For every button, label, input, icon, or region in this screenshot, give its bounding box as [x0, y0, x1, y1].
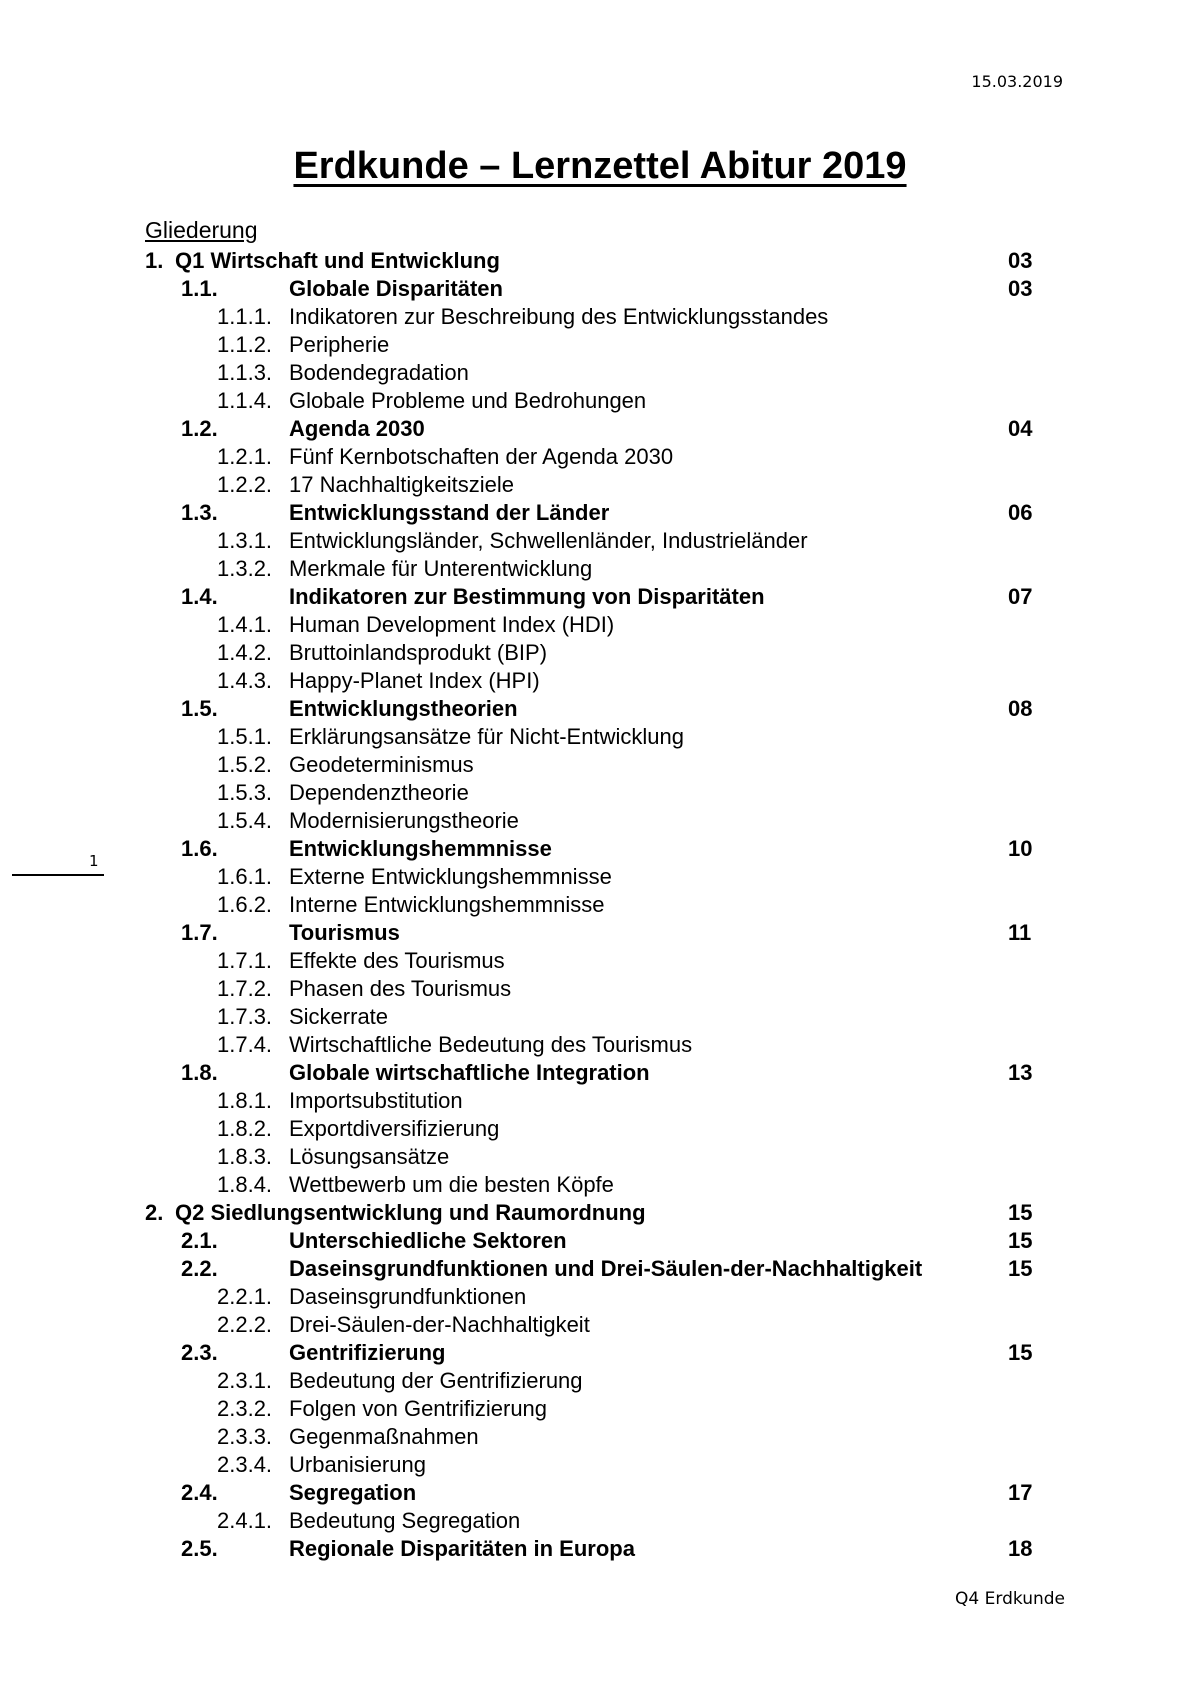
toc-entry-number: 1.6.1. — [217, 864, 273, 889]
outline-heading: Gliederung — [145, 217, 258, 243]
toc-entry — [0, 695, 1200, 723]
toc-entry — [0, 723, 1200, 751]
toc-entry-number: 1.3.1. — [217, 528, 273, 553]
toc-entry — [0, 751, 1200, 779]
toc-entry-title: Unterschiedliche Sektoren — [289, 1228, 567, 1253]
toc-entry-number: 2.3.2. — [217, 1396, 273, 1421]
toc-entry-title: Wirtschaftliche Bedeutung des Tourismus — [289, 1032, 693, 1057]
toc-entry — [0, 471, 1200, 499]
toc-entry — [0, 1171, 1200, 1199]
toc-entry-title: Indikatoren zur Bestimmung von Disparitäten — [289, 584, 765, 609]
toc-entry-number: 1.1.4. — [217, 388, 273, 413]
toc-entry-page: 18 — [1008, 1536, 1033, 1561]
toc-entry-number: 2.1. — [181, 1228, 218, 1253]
toc-entry-title: Exportdiversifizierung — [289, 1116, 500, 1141]
toc-entry — [0, 1087, 1200, 1115]
toc-entry-page: 15 — [1008, 1256, 1033, 1281]
toc-entry-number: 2.4.1. — [217, 1508, 273, 1533]
toc-entry-title: Urbanisierung — [289, 1452, 426, 1477]
toc-entry — [0, 359, 1200, 387]
toc-entry-number: 2.4. — [181, 1480, 218, 1505]
toc-entry — [0, 835, 1200, 863]
toc-entry-number: 1.1.3. — [217, 360, 273, 385]
toc-entry-title: Drei-Säulen-der-Nachhaltigkeit — [289, 1312, 590, 1337]
toc-entry-number: 1.5.3. — [217, 780, 273, 805]
toc-entry-title: Human Development Index (HDI) — [289, 612, 615, 637]
toc-entry-number: 1.1.2. — [217, 332, 273, 357]
toc-entry-page: 15 — [1008, 1228, 1033, 1253]
toc-entry — [0, 1479, 1200, 1507]
toc-entry-number: 1.4. — [181, 584, 218, 609]
toc-entry-page: 17 — [1008, 1480, 1033, 1505]
toc-entry-number: 1.8.1. — [217, 1088, 273, 1113]
toc-entry-title: Entwicklungshemmnisse — [289, 836, 552, 861]
toc-entry-number: 1.2. — [181, 416, 218, 441]
toc-entry-number: 1.7.4. — [217, 1032, 273, 1057]
toc-entry — [0, 387, 1200, 415]
toc-entry — [0, 275, 1200, 303]
toc-entry-number: 1.7.3. — [217, 1004, 273, 1029]
toc-entry-number: 2.2.2. — [217, 1312, 273, 1337]
toc-entry — [0, 1255, 1200, 1283]
toc-entry-title: Bodendegradation — [289, 360, 469, 385]
toc-entry-number: 1.5. — [181, 696, 218, 721]
toc-entry-title: Globale Probleme und Bedrohungen — [289, 388, 647, 413]
toc-entry-number: 1.6.2. — [217, 892, 273, 917]
toc-entry-number: 1.2.2. — [217, 472, 273, 497]
toc-entry-title: Bedeutung Segregation — [289, 1508, 521, 1533]
toc-entry-number: 1.8.3. — [217, 1144, 273, 1169]
toc-entry-title: Dependenztheorie — [289, 780, 469, 805]
toc-entry-title: Bedeutung der Gentrifizierung — [289, 1368, 583, 1393]
toc-entry — [0, 1535, 1200, 1563]
toc-entry-number: 1.3. — [181, 500, 218, 525]
toc-entry-number: 1.5.1. — [217, 724, 273, 749]
toc-entry-title: 17 Nachhaltigkeitsziele — [289, 472, 515, 497]
toc-entry-page: 15 — [1008, 1340, 1033, 1365]
toc-entry-title: Folgen von Gentrifizierung — [289, 1396, 548, 1421]
toc-entry-title: Fünf Kernbotschaften der Agenda 2030 — [289, 444, 674, 469]
toc-entry-number: 2.5. — [181, 1536, 218, 1561]
toc-entry-number: 1.2.1. — [217, 444, 273, 469]
toc-entry-title: Q2 Siedlungsentwicklung und Raumordnung — [175, 1200, 646, 1225]
toc-entry-title: Agenda 2030 — [289, 416, 425, 441]
toc-entry-page: 11 — [1008, 920, 1032, 945]
toc-entry-number: 2.2. — [181, 1256, 218, 1281]
toc-entry — [0, 1059, 1200, 1087]
toc-entry-title: Entwicklungsstand der Länder — [289, 500, 610, 525]
toc-entry — [0, 919, 1200, 947]
toc-entry-title: Effekte des Tourismus — [289, 948, 505, 973]
toc-entry-title: Geodeterminismus — [289, 752, 474, 777]
toc-entry-number: 2.3.3. — [217, 1424, 273, 1449]
toc-entry-title: Q1 Wirtschaft und Entwicklung — [175, 248, 500, 273]
toc-entry — [0, 863, 1200, 891]
toc-entry-title: Tourismus — [289, 920, 400, 945]
toc-entry — [0, 667, 1200, 695]
toc-entry-page: 07 — [1008, 584, 1033, 609]
table-of-contents — [0, 247, 1200, 1563]
toc-entry — [0, 947, 1200, 975]
toc-entry-title: Gegenmaßnahmen — [289, 1424, 479, 1449]
toc-entry — [0, 331, 1200, 359]
toc-entry — [0, 303, 1200, 331]
margin-note-line — [12, 874, 104, 876]
toc-entry-number: 1.7.2. — [217, 976, 273, 1001]
toc-entry-title: Globale Disparitäten — [289, 276, 503, 301]
toc-entry-title: Daseinsgrundfunktionen und Drei-Säulen-der-Nachhaltigkeit — [289, 1256, 923, 1281]
toc-entry-title: Sickerrate — [289, 1004, 389, 1029]
toc-entry-title: Erklärungsansätze für Nicht-Entwicklung — [289, 724, 684, 749]
toc-entry-number: 1.7.1. — [217, 948, 273, 973]
toc-entry-title: Happy-Planet Index (HPI) — [289, 668, 540, 693]
toc-entry-number: 1. — [145, 248, 164, 273]
toc-entry-number: 1.8. — [181, 1060, 218, 1085]
toc-entry-title: Entwicklungstheorien — [289, 696, 518, 721]
toc-entry-title: Gentrifizierung — [289, 1340, 446, 1365]
toc-entry-number: 1.8.2. — [217, 1116, 273, 1141]
toc-entry — [0, 1339, 1200, 1367]
toc-entry — [0, 499, 1200, 527]
toc-entry-number: 1.4.2. — [217, 640, 273, 665]
toc-entry-title: Daseinsgrundfunktionen — [289, 1284, 527, 1309]
toc-entry-page: 08 — [1008, 696, 1033, 721]
toc-entry-number: 1.5.4. — [217, 808, 273, 833]
document-title: Erdkunde – Lernzettel Abitur 2019 — [293, 145, 907, 187]
toc-entry-number: 1.1. — [181, 276, 218, 301]
toc-entry-page: 04 — [1008, 416, 1033, 441]
toc-entry-title: Phasen des Tourismus — [289, 976, 512, 1001]
toc-entry-number: 2.3. — [181, 1340, 218, 1365]
toc-entry-title: Entwicklungsländer, Schwellenländer, Industrieländer — [289, 528, 808, 553]
toc-entry — [0, 247, 1200, 275]
page-footer: Q4 Erdkunde — [955, 1589, 1065, 1609]
toc-entry — [0, 1199, 1200, 1227]
toc-entry-number: 2.2.1. — [217, 1284, 273, 1309]
toc-entry — [0, 611, 1200, 639]
toc-entry-title: Lösungsansätze — [289, 1144, 450, 1169]
toc-entry-page: 15 — [1008, 1200, 1033, 1225]
toc-entry — [0, 1367, 1200, 1395]
toc-entry — [0, 779, 1200, 807]
toc-entry — [0, 1115, 1200, 1143]
toc-entry — [0, 639, 1200, 667]
toc-entry-title: Indikatoren zur Beschreibung des Entwicklungsstandes — [289, 304, 829, 329]
toc-entry — [0, 443, 1200, 471]
margin-note-number: 1 — [89, 852, 99, 870]
toc-entry-page: 03 — [1008, 276, 1033, 301]
toc-entry-number: 2.3.4. — [217, 1452, 273, 1477]
toc-entry-number: 1.3.2. — [217, 556, 273, 581]
toc-entry-title: Regionale Disparitäten in Europa — [289, 1536, 635, 1561]
toc-entry — [0, 415, 1200, 443]
toc-entry — [0, 807, 1200, 835]
toc-entry-title: Merkmale für Unterentwicklung — [289, 556, 593, 581]
toc-entry — [0, 555, 1200, 583]
toc-entry — [0, 1395, 1200, 1423]
toc-entry — [0, 1031, 1200, 1059]
toc-entry — [0, 1507, 1200, 1535]
toc-entry-number: 1.7. — [181, 920, 218, 945]
toc-entry — [0, 583, 1200, 611]
toc-entry-title: Globale wirtschaftliche Integration — [289, 1060, 650, 1085]
toc-entry — [0, 1143, 1200, 1171]
toc-entry-page: 06 — [1008, 500, 1033, 525]
toc-entry-title: Externe Entwicklungshemmnisse — [289, 864, 612, 889]
toc-entry-page: 13 — [1008, 1060, 1033, 1085]
toc-entry — [0, 975, 1200, 1003]
toc-entry — [0, 1283, 1200, 1311]
toc-entry-title: Importsubstitution — [289, 1088, 463, 1113]
toc-entry-page: 10 — [1008, 836, 1033, 861]
toc-entry — [0, 1423, 1200, 1451]
toc-entry — [0, 1311, 1200, 1339]
toc-entry-title: Segregation — [289, 1480, 417, 1505]
toc-entry-title: Modernisierungstheorie — [289, 808, 519, 833]
toc-entry-number: 1.4.1. — [217, 612, 273, 637]
toc-entry-number: 1.1.1. — [217, 304, 273, 329]
document-date: 15.03.2019 — [971, 72, 1063, 91]
toc-entry-number: 2.3.1. — [217, 1368, 273, 1393]
toc-entry-title: Interne Entwicklungshemmnisse — [289, 892, 605, 917]
toc-entry-page: 03 — [1008, 248, 1033, 273]
toc-entry — [0, 1003, 1200, 1031]
toc-entry — [0, 1227, 1200, 1255]
toc-entry — [0, 1451, 1200, 1479]
toc-entry-number: 1.6. — [181, 836, 218, 861]
toc-entry-number: 1.5.2. — [217, 752, 273, 777]
toc-entry-title: Wettbewerb um die besten Köpfe — [289, 1172, 614, 1197]
toc-entry — [0, 891, 1200, 919]
toc-entry — [0, 527, 1200, 555]
toc-entry-title: Bruttoinlandsprodukt (BIP) — [289, 640, 548, 665]
toc-entry-number: 1.8.4. — [217, 1172, 273, 1197]
toc-entry-title: Peripherie — [289, 332, 390, 357]
toc-entry-number: 2. — [145, 1200, 164, 1225]
toc-entry-number: 1.4.3. — [217, 668, 273, 693]
